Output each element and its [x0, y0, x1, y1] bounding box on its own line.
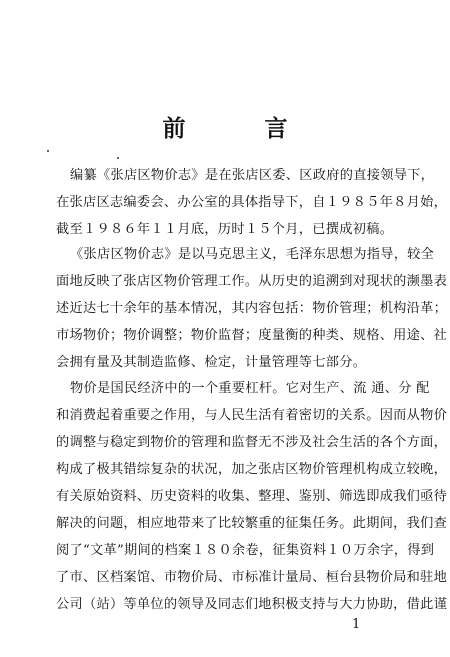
text-line: 截至１９８６年１１月底，历时１５个月，已撰成初稿。: [56, 222, 394, 237]
text-line: 《张店区物价志》是以马克思主义，毛泽东思想为指导，较全: [70, 247, 435, 262]
text-line: 和消费起着重要之作用，与人民生活有着密切的关系。因而从物价: [56, 408, 448, 423]
text-line: 会拥有量及其制造监修、检定，计量管理等七部分。: [56, 355, 367, 370]
text-line: 物价是国民经济中的一个重要杠杆。它对生产、流 通、分 配: [70, 381, 430, 396]
text-line: 有关原始资料、历史资料的收集、整理、鉴别、筛选即成我们亟待: [56, 489, 448, 504]
text-line: 公司（站）等单位的领导及同志们地积极支持与大力协助，借此谨: [56, 597, 448, 612]
scan-speck: [47, 150, 49, 152]
page-title: 前 言: [162, 115, 316, 142]
text-line: 市场物价；物价调整；物价监督；度量衡的种类、规格、用途、社: [56, 328, 448, 343]
text-line: 的调整与稳定到物价的管理和监督无不涉及社会生活的各个方面，: [56, 435, 448, 450]
text-line: 构成了极其错综复杂的状况，加之张店区物价管理机构成立较晚，: [56, 462, 448, 477]
text-line: 面地反映了张店区物价管理工作。从历史的追溯到对现状的濒墨表: [56, 274, 448, 289]
text-line: 解决的问题，相应地带来了比较繁重的征集任务。此期间，我们查: [56, 516, 448, 531]
text-line: 阅了“文革”期间的档案１８０余卷，征集资料１０万余字，得到: [56, 543, 435, 558]
page-number: 1: [352, 617, 361, 632]
scan-speck: [117, 157, 119, 159]
text-line: 在张店区志编委会、办公室的具体指导下，自１９８５年８月始，: [56, 195, 448, 210]
text-line: 了市、区档案馆、市物价局、市标准计量局、桓台县物价局和驻地: [56, 570, 448, 585]
text-line: 编纂《张店区物价志》是在张店区委、区政府的直接领导下，: [70, 168, 435, 183]
text-line: 述近达七十余年的基本情况，其内容包括：物价管理；机构沿革；: [56, 301, 448, 316]
